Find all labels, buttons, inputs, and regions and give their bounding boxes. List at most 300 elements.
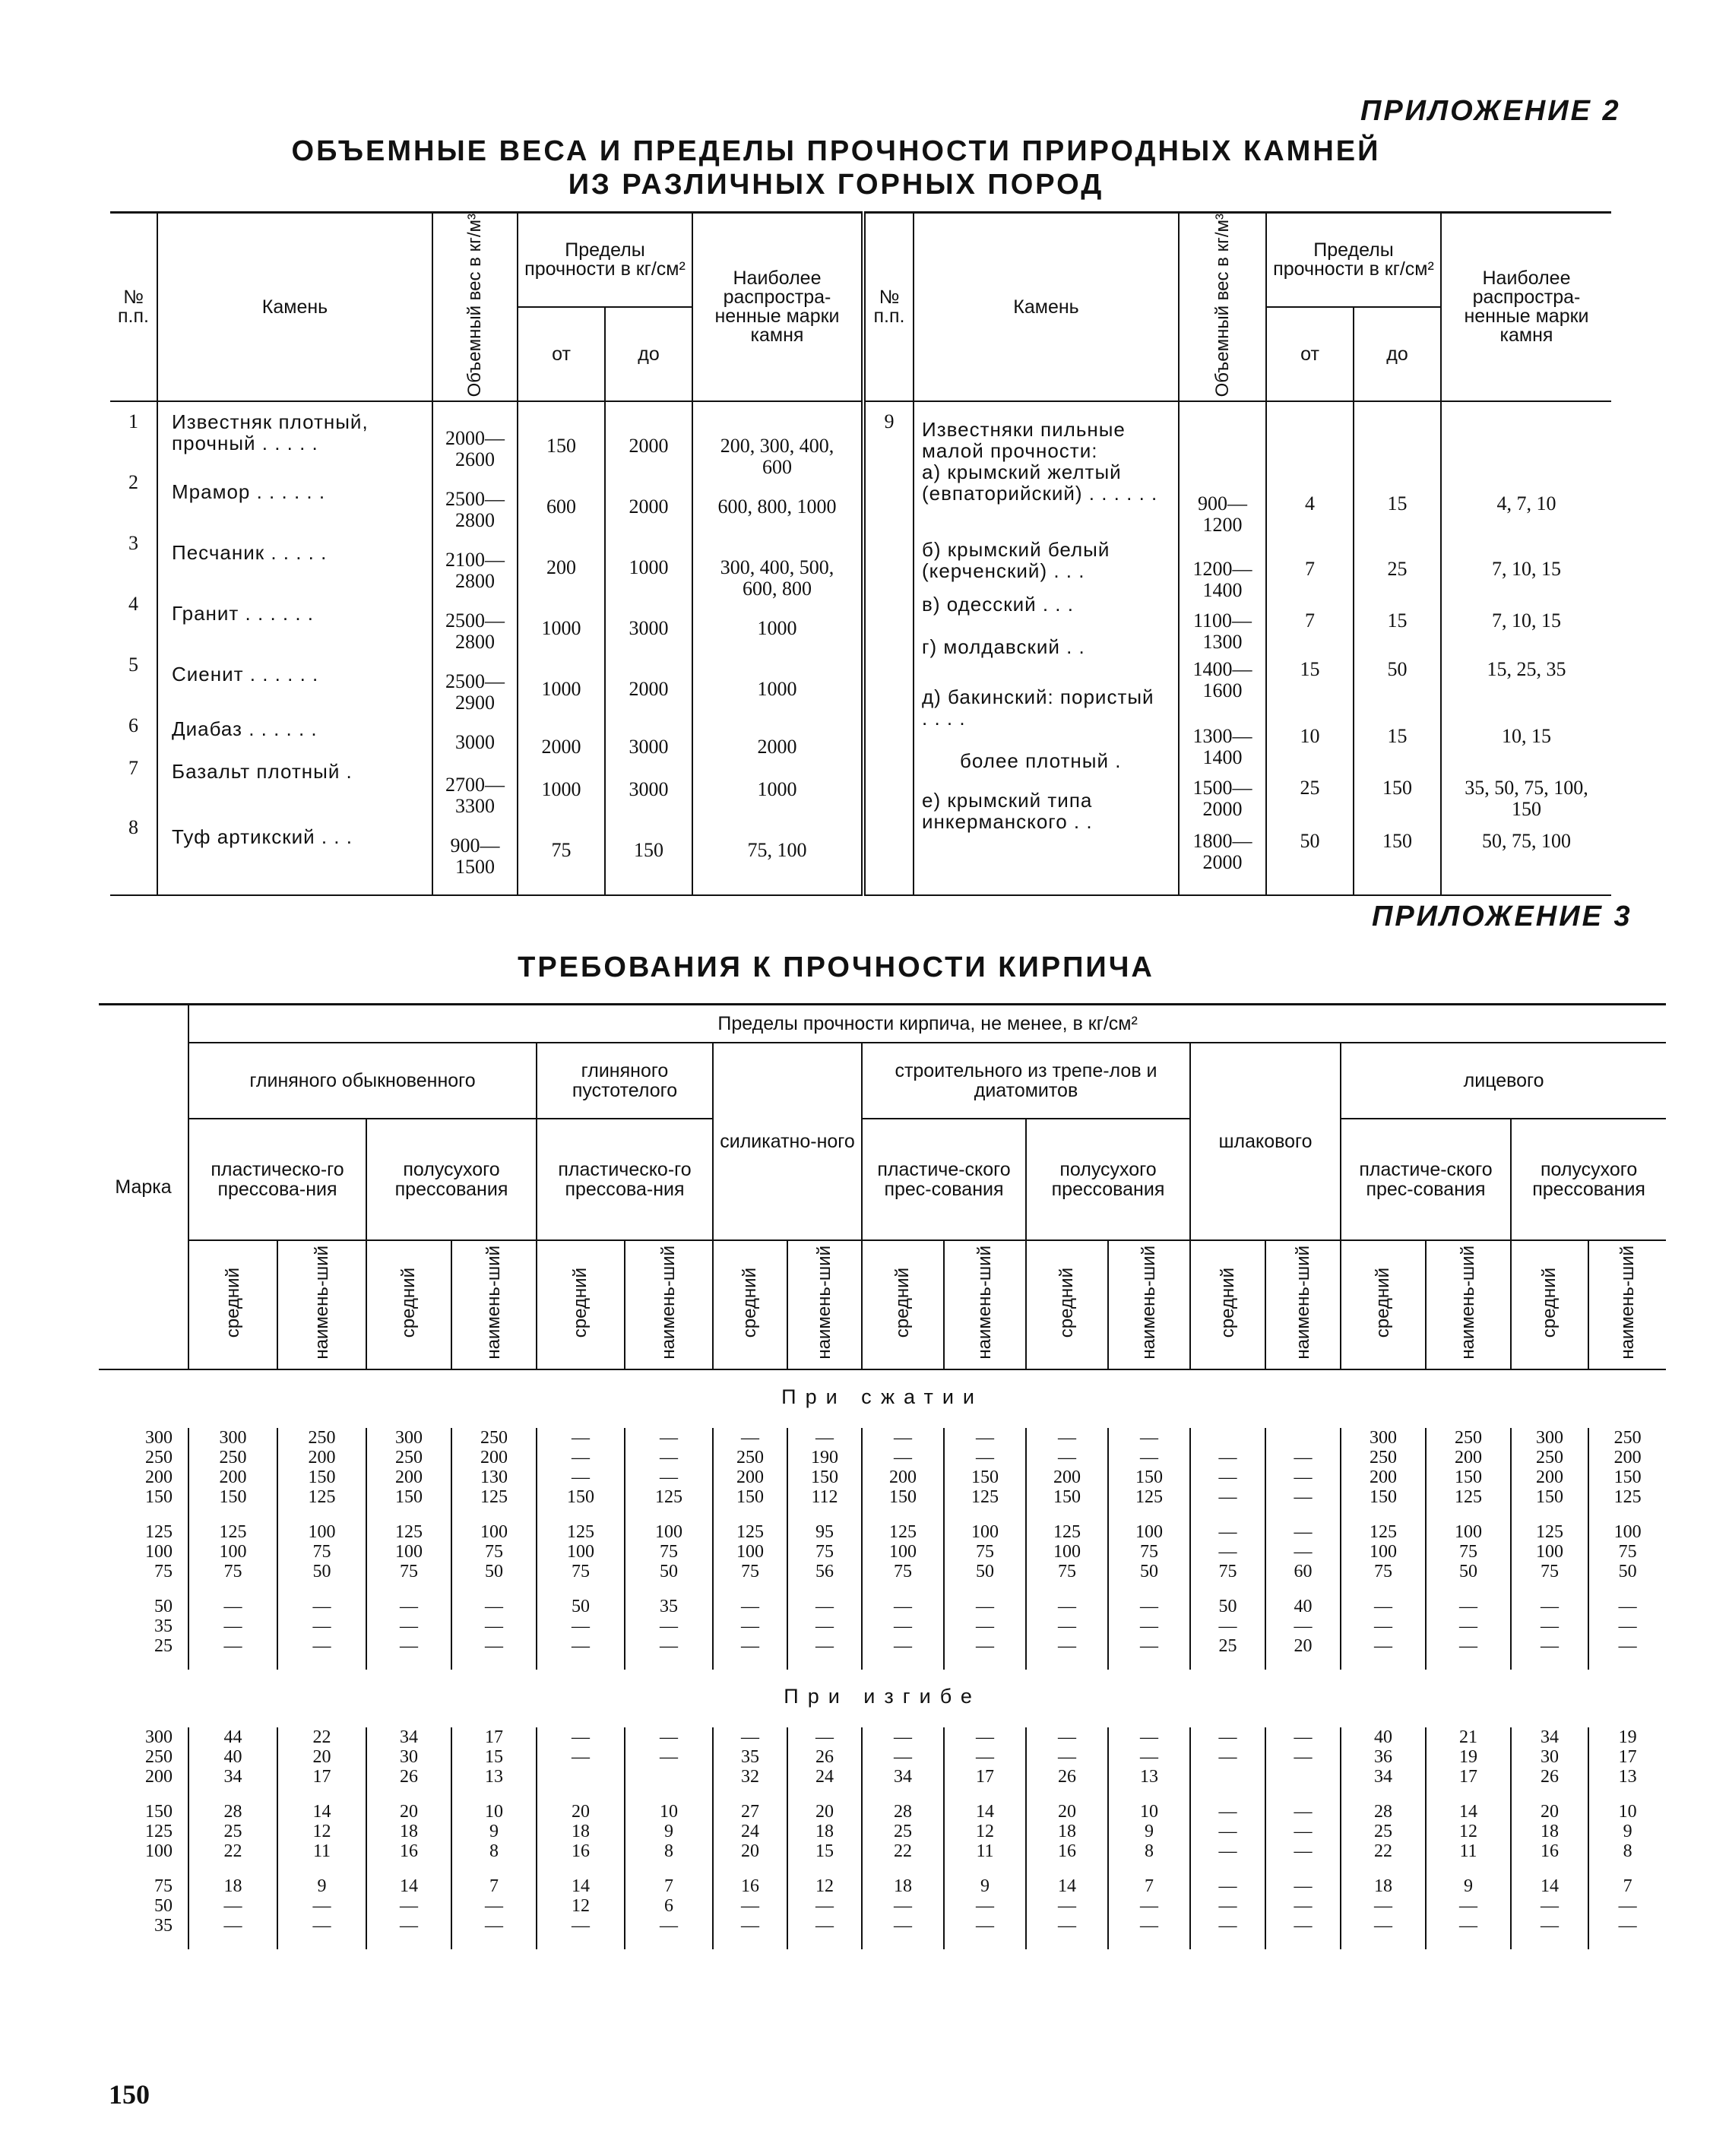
from-cell: 600 — [546, 495, 576, 518]
cell-value: 100 — [219, 1541, 247, 1562]
cell-value: — — [400, 1635, 418, 1656]
cell-value: — — [741, 1427, 759, 1448]
cell-value: 7 — [1623, 1876, 1632, 1896]
cell-value: 19 — [1618, 1727, 1637, 1747]
cell-value: 10 — [1618, 1801, 1637, 1822]
cell-value: — — [400, 1596, 418, 1616]
from-cell: 15 — [1300, 658, 1320, 681]
cell-value: — — [572, 1635, 590, 1656]
weight-cell: 1300— 1400 — [1192, 725, 1252, 769]
cell-value: — — [660, 1915, 678, 1936]
cell-value: 150 — [1135, 1467, 1163, 1487]
to-cell: 2000 — [629, 495, 669, 518]
cell-value: — — [1541, 1616, 1559, 1636]
cell-value: 9 — [980, 1876, 990, 1896]
cell-value: 125 — [1135, 1486, 1163, 1507]
cell-value: 21 — [1459, 1727, 1477, 1747]
left-weight-col — [432, 401, 518, 895]
weight-cell: 900— 1500 — [450, 834, 500, 879]
min-header: наимень-ший — [1426, 1240, 1511, 1369]
cell-value: — — [1140, 1915, 1158, 1936]
cell-value: — — [1294, 1521, 1313, 1542]
cell-value: 14 — [976, 1801, 994, 1822]
value-col — [625, 1428, 713, 1670]
cell-value: 150 — [736, 1486, 764, 1507]
cell-value: — — [572, 1447, 590, 1467]
mark-value: 50 — [154, 1895, 173, 1916]
cell-value: — — [1058, 1447, 1076, 1467]
cell-value: 18 — [1541, 1821, 1559, 1841]
cell-value: 12 — [1459, 1821, 1477, 1841]
marks-cell: 2000 — [757, 736, 797, 758]
marks-cell: 300, 400, 500, 600, 800 — [720, 556, 834, 600]
cell-value: — — [1218, 1746, 1237, 1767]
cell-value: 10 — [660, 1801, 678, 1822]
limits-header: Пределы прочности кирпича, не менее, в кг/см² — [188, 1005, 1666, 1043]
cell-value: 150 — [395, 1486, 423, 1507]
cell-value: 250 — [308, 1427, 336, 1448]
table1-title-line1: ОБЪЕМНЫЕ ВЕСА И ПРЕДЕЛЫ ПРОЧНОСТИ ПРИРОДНЫХ КАМНЕЙ — [291, 135, 1381, 167]
cell-value — [625, 1767, 712, 1787]
marks-cell: 1000 — [757, 778, 797, 801]
cell-value: 20 — [741, 1841, 759, 1861]
cell-value: — — [1294, 1895, 1313, 1916]
from-cell: 1000 — [541, 617, 581, 640]
cell-value: 100 — [1370, 1541, 1397, 1562]
stone-name: более плотный . — [960, 749, 1122, 773]
cell-value: — — [485, 1616, 503, 1636]
cell-value: 40 — [223, 1746, 242, 1767]
marks-cell: 50, 75, 100 — [1482, 830, 1571, 853]
value-col — [1588, 1727, 1666, 1949]
min-header: наимень-ший — [1108, 1240, 1190, 1369]
cell-value: — — [1058, 1915, 1076, 1936]
cell-value: 22 — [1374, 1841, 1392, 1861]
cell-value: 17 — [1618, 1746, 1637, 1767]
value-col — [787, 1727, 862, 1949]
cell-value: 25 — [1374, 1821, 1392, 1841]
cell-value: — — [1294, 1801, 1313, 1822]
cell-value — [537, 1767, 624, 1787]
appendix-2-label: ПРИЛОЖЕНИЕ 2 — [1360, 95, 1621, 127]
table1-title-line2: ИЗ РАЗЛИЧНЫХ ГОРНЫХ ПОРОД — [568, 169, 1104, 201]
cell-value: 100 — [655, 1521, 682, 1542]
cell-value: 150 — [811, 1467, 838, 1487]
cell-value: 75 — [572, 1561, 590, 1581]
from-header: от — [518, 307, 605, 401]
to-cell: 150 — [634, 839, 663, 862]
marks-cell: 1000 — [757, 617, 797, 640]
to-header: до — [605, 307, 692, 401]
min-header: наимень-ший — [277, 1240, 366, 1369]
cell-value: 100 — [480, 1521, 508, 1542]
cell-value: 95 — [815, 1521, 834, 1542]
cell-value: — — [1294, 1541, 1313, 1562]
g1-header: глиняного обыкновенного — [188, 1043, 537, 1119]
cell-value: 50 — [1459, 1561, 1477, 1581]
cell-value: — — [976, 1727, 994, 1747]
cell-value: 27 — [741, 1801, 759, 1822]
cell-value: 150 — [1613, 1467, 1642, 1487]
cell-value: — — [1218, 1486, 1237, 1507]
g4-plastic: пластиче-ского прес-сования — [862, 1119, 1026, 1240]
cell-value: 26 — [815, 1746, 834, 1767]
cell-value: 50 — [976, 1561, 994, 1581]
weight-cell: 2500— 2800 — [445, 609, 505, 654]
value-col — [1190, 1727, 1265, 1949]
cell-value: — — [1294, 1841, 1313, 1861]
cell-value: — — [572, 1616, 590, 1636]
cell-value: 200 — [889, 1467, 917, 1487]
left-stone-col — [157, 401, 432, 895]
cell-value: — — [1618, 1895, 1637, 1916]
to-cell: 3000 — [629, 778, 669, 801]
stone-name: е) крымский типа инкерманского . . — [922, 789, 1093, 834]
right-num-col — [863, 401, 914, 895]
cell-value: 100 — [736, 1541, 764, 1562]
cell-value — [1266, 1428, 1340, 1448]
table2-title: ТРЕБОВАНИЯ К ПРОЧНОСТИ КИРПИЧА — [518, 951, 1154, 983]
cell-value: 125 — [219, 1521, 247, 1542]
left-num-col — [110, 401, 157, 895]
value-col — [366, 1727, 451, 1949]
mark-value: 250 — [145, 1447, 173, 1467]
cell-value: 60 — [1294, 1561, 1313, 1581]
cell-value: 14 — [1541, 1876, 1559, 1896]
weight-cell: 1500— 2000 — [1192, 777, 1252, 821]
page-number: 150 — [109, 2079, 150, 2110]
row-num: 9 — [884, 410, 895, 433]
cell-value: 300 — [1536, 1427, 1563, 1448]
value-col — [1108, 1428, 1190, 1670]
cell-value: 18 — [223, 1876, 242, 1896]
section-bending-title: При изгибе — [784, 1684, 981, 1708]
cell-value: 75 — [400, 1561, 418, 1581]
cell-value: — — [894, 1635, 912, 1656]
weight-cell: 900— 1200 — [1198, 492, 1247, 537]
cell-value: 200 — [1370, 1467, 1397, 1487]
cell-value: 75 — [1541, 1561, 1559, 1581]
to-cell: 1000 — [629, 556, 669, 579]
cell-value: 8 — [1623, 1841, 1632, 1861]
g6-plastic: пластиче-ского прес-сования — [1341, 1119, 1511, 1240]
cell-value: 20 — [572, 1801, 590, 1822]
cell-value: 12 — [976, 1821, 994, 1841]
stone-name: д) бакинский: пористый . . . . — [922, 685, 1154, 730]
from-cell: 150 — [546, 435, 576, 457]
to-cell: 15 — [1387, 609, 1408, 632]
cell-value: — — [976, 1616, 994, 1636]
to-cell: 15 — [1387, 492, 1408, 515]
cell-value: 15 — [485, 1746, 503, 1767]
cell-value: — — [815, 1616, 834, 1636]
cell-value: 16 — [1058, 1841, 1076, 1861]
mark-value: 300 — [145, 1727, 173, 1747]
value-col — [713, 1727, 787, 1949]
avg-header: средний — [862, 1240, 944, 1369]
cell-value: — — [1140, 1895, 1158, 1916]
mark-header: Марка — [99, 1005, 188, 1369]
mark-col — [99, 1428, 188, 1670]
mark-value: 35 — [154, 1616, 173, 1636]
cell-value: 112 — [811, 1486, 838, 1507]
cell-value: 250 — [1370, 1447, 1397, 1467]
value-col — [1026, 1428, 1108, 1670]
marks-cell: 1000 — [757, 678, 797, 701]
marks-cell: 35, 50, 75, 100, 150 — [1465, 777, 1588, 821]
from-header-right: от — [1266, 307, 1354, 401]
stone-name: г) молдавский . . — [922, 635, 1085, 659]
cell-value: — — [1541, 1596, 1559, 1616]
cell-value: 20 — [1541, 1801, 1559, 1822]
limits-header: Пределы прочности в кг/см² — [518, 213, 692, 307]
stone-name: Песчаник . . . . . — [172, 541, 328, 565]
right-to-col — [1354, 401, 1441, 895]
stone-name: Известняк плотный, прочный . . . . . — [172, 410, 369, 455]
cell-value: 125 — [1053, 1521, 1081, 1542]
stone-name: а) крымский желтый (евпаторийский) . . . . . . — [922, 461, 1158, 505]
mark-value: 200 — [145, 1467, 173, 1487]
value-col — [1588, 1428, 1666, 1670]
cell-value: 9 — [1145, 1821, 1154, 1841]
weight-cell: 2000— 2600 — [445, 427, 505, 471]
cell-value: 150 — [1370, 1486, 1397, 1507]
cell-value: 18 — [572, 1821, 590, 1841]
stone-header-right: Камень — [914, 213, 1179, 402]
cell-value: 7 — [664, 1876, 673, 1896]
marks-cell: 4, 7, 10 — [1496, 492, 1556, 515]
cell-value: 200 — [1613, 1447, 1642, 1467]
weight-cell: 2500— 2900 — [445, 670, 505, 714]
right-from-col — [1266, 401, 1354, 895]
cell-value: 75 — [1218, 1561, 1237, 1581]
avg-header: средний — [1026, 1240, 1108, 1369]
weight-cell: 1800— 2000 — [1192, 830, 1252, 874]
value-col — [1511, 1727, 1588, 1949]
cell-value: — — [894, 1616, 912, 1636]
to-cell: 150 — [1382, 830, 1412, 853]
marks-cell: 200, 300, 400, 600 — [720, 435, 834, 479]
from-cell: 1000 — [541, 678, 581, 701]
cell-value: — — [660, 1427, 678, 1448]
table-row — [99, 1428, 1666, 1670]
cell-value: 125 — [480, 1486, 508, 1507]
right-stone-col — [914, 401, 1179, 895]
cell-value: — — [1294, 1915, 1313, 1936]
cell-value: — — [894, 1915, 912, 1936]
cell-value: — — [312, 1635, 331, 1656]
cell-value: 75 — [1058, 1561, 1076, 1581]
cell-value: 75 — [976, 1541, 994, 1562]
marks-cell: 15, 25, 35 — [1487, 658, 1566, 681]
weight-header: Объемный вес в кг/м³ — [432, 213, 518, 402]
cell-value: 150 — [1053, 1486, 1081, 1507]
cell-value: 16 — [572, 1841, 590, 1861]
value-col — [1265, 1727, 1341, 1949]
cell-value: 100 — [395, 1541, 423, 1562]
num-header: № п.п. — [110, 213, 157, 402]
g6-semi: полусухого прессования — [1511, 1119, 1666, 1240]
cell-value: 150 — [1536, 1486, 1563, 1507]
cell-value: 250 — [395, 1447, 423, 1467]
cell-value: — — [741, 1635, 759, 1656]
value-col — [1026, 1727, 1108, 1949]
cell-value: 35 — [741, 1746, 759, 1767]
row-num: 2 — [128, 471, 138, 494]
cell-value: — — [1459, 1596, 1477, 1616]
value-col — [537, 1727, 625, 1949]
cell-value: — — [894, 1727, 912, 1747]
cell-value: — — [660, 1467, 678, 1487]
cell-value: — — [223, 1635, 242, 1656]
weight-cell: 2500— 2800 — [445, 488, 505, 532]
cell-value: 200 — [1053, 1467, 1081, 1487]
min-header: наимень-ший — [1588, 1240, 1666, 1369]
cell-value: 15 — [815, 1841, 834, 1861]
cell-value: 50 — [1618, 1561, 1637, 1581]
cell-value: 9 — [317, 1876, 327, 1896]
value-col — [862, 1727, 944, 1949]
cell-value: 14 — [400, 1876, 418, 1896]
cell-value: 26 — [1541, 1766, 1559, 1787]
cell-value: — — [223, 1596, 242, 1616]
cell-value: 250 — [1455, 1427, 1482, 1448]
cell-value: 9 — [1464, 1876, 1473, 1896]
value-col — [277, 1727, 366, 1949]
to-cell: 15 — [1387, 725, 1408, 748]
from-cell: 10 — [1300, 725, 1320, 748]
cell-value: 125 — [1370, 1521, 1397, 1542]
stone-name: Диабаз . . . . . . — [172, 717, 318, 741]
cell-value: 300 — [395, 1427, 423, 1448]
cell-value: 18 — [894, 1876, 912, 1896]
section-compression-title: При сжатии — [781, 1385, 983, 1408]
cell-value: 250 — [1536, 1447, 1563, 1467]
cell-value: — — [1058, 1727, 1076, 1747]
g6-header: лицевого — [1341, 1043, 1666, 1119]
cell-value: — — [1618, 1915, 1637, 1936]
cell-value: 125 — [736, 1521, 764, 1542]
cell-value: 125 — [1536, 1521, 1563, 1542]
g4-semi: полусухого прессования — [1026, 1119, 1190, 1240]
cell-value: 17 — [976, 1766, 994, 1787]
cell-value: 18 — [400, 1821, 418, 1841]
cell-value: — — [741, 1915, 759, 1936]
cell-value: — — [741, 1895, 759, 1916]
cell-value: 150 — [971, 1467, 999, 1487]
cell-value: — — [741, 1616, 759, 1636]
cell-value: — — [976, 1427, 994, 1448]
cell-value: — — [1374, 1635, 1392, 1656]
cell-value — [1266, 1767, 1340, 1787]
cell-value: — — [1218, 1821, 1237, 1841]
cell-value: 18 — [1058, 1821, 1076, 1841]
to-cell: 3000 — [629, 736, 669, 758]
value-col — [625, 1727, 713, 1949]
left-from-col — [518, 401, 605, 895]
cell-value: — — [1294, 1821, 1313, 1841]
weight-cell: 1200— 1400 — [1192, 558, 1252, 602]
cell-value: — — [1294, 1447, 1313, 1467]
cell-value: — — [572, 1746, 590, 1767]
cell-value: 19 — [1459, 1746, 1477, 1767]
from-cell: 7 — [1305, 609, 1315, 632]
cell-value: 56 — [815, 1561, 834, 1581]
cell-value: 75 — [815, 1541, 834, 1562]
cell-value: 125 — [395, 1521, 423, 1542]
cell-value: 16 — [400, 1841, 418, 1861]
cell-value: — — [223, 1616, 242, 1636]
cell-value: — — [1374, 1915, 1392, 1936]
cell-value: 34 — [1541, 1727, 1559, 1747]
from-cell: 2000 — [541, 736, 581, 758]
marks-header: Наиболее распростра-ненные марки камня — [692, 213, 863, 402]
g3-header: силикатно-ного — [713, 1043, 862, 1240]
stone-name: в) одесский . . . — [922, 593, 1074, 616]
cell-value: — — [741, 1596, 759, 1616]
cell-value: — — [1218, 1915, 1237, 1936]
cell-value — [1191, 1428, 1265, 1448]
cell-value: 17 — [485, 1727, 503, 1747]
cell-value: 34 — [223, 1766, 242, 1787]
cell-value: 34 — [894, 1766, 912, 1787]
left-marks-col — [692, 401, 863, 895]
value-col — [451, 1727, 537, 1949]
cell-value: 50 — [660, 1561, 678, 1581]
cell-value: 75 — [1459, 1541, 1477, 1562]
g2-header: глиняного пустотелого — [537, 1043, 713, 1119]
cell-value: 150 — [308, 1467, 336, 1487]
value-col — [1426, 1428, 1511, 1670]
min-header: наимень-ший — [944, 1240, 1026, 1369]
cell-value: 36 — [1374, 1746, 1392, 1767]
cell-value: 75 — [660, 1541, 678, 1562]
brick-strength-table — [99, 1003, 1666, 1949]
to-cell: 25 — [1387, 558, 1408, 581]
limits-header-right: Пределы прочности в кг/см² — [1266, 213, 1441, 307]
cell-value: — — [1218, 1801, 1237, 1822]
cell-value: 200 — [1536, 1467, 1563, 1487]
cell-value: 20 — [312, 1746, 331, 1767]
cell-value: 100 — [1053, 1541, 1081, 1562]
cell-value: — — [400, 1915, 418, 1936]
cell-value: 22 — [312, 1727, 331, 1747]
cell-value: 200 — [308, 1447, 336, 1467]
cell-value: 25 — [894, 1821, 912, 1841]
cell-value: 40 — [1294, 1596, 1313, 1616]
num-header-right: № п.п. — [863, 213, 914, 402]
cell-value: 30 — [1541, 1746, 1559, 1767]
stone-name: Гранит . . . . . . — [172, 602, 315, 625]
cell-value: 125 — [971, 1486, 999, 1507]
stone-name: Сиенит . . . . . . — [172, 663, 319, 686]
cell-value: 8 — [664, 1841, 673, 1861]
cell-value: 28 — [1374, 1801, 1392, 1822]
cell-value: 200 — [1455, 1447, 1482, 1467]
cell-value: 150 — [1455, 1467, 1482, 1487]
value-col — [188, 1727, 277, 1949]
min-header: наимень-ший — [787, 1240, 862, 1369]
cell-value: — — [1140, 1596, 1158, 1616]
cell-value: 25 — [223, 1821, 242, 1841]
cell-value: — — [312, 1915, 331, 1936]
cell-value: — — [1218, 1521, 1237, 1542]
value-col — [1426, 1727, 1511, 1949]
marks-cell: 7, 10, 15 — [1492, 558, 1561, 581]
cell-value: 190 — [811, 1447, 838, 1467]
mark-value: 300 — [145, 1427, 173, 1448]
cell-value: — — [400, 1616, 418, 1636]
